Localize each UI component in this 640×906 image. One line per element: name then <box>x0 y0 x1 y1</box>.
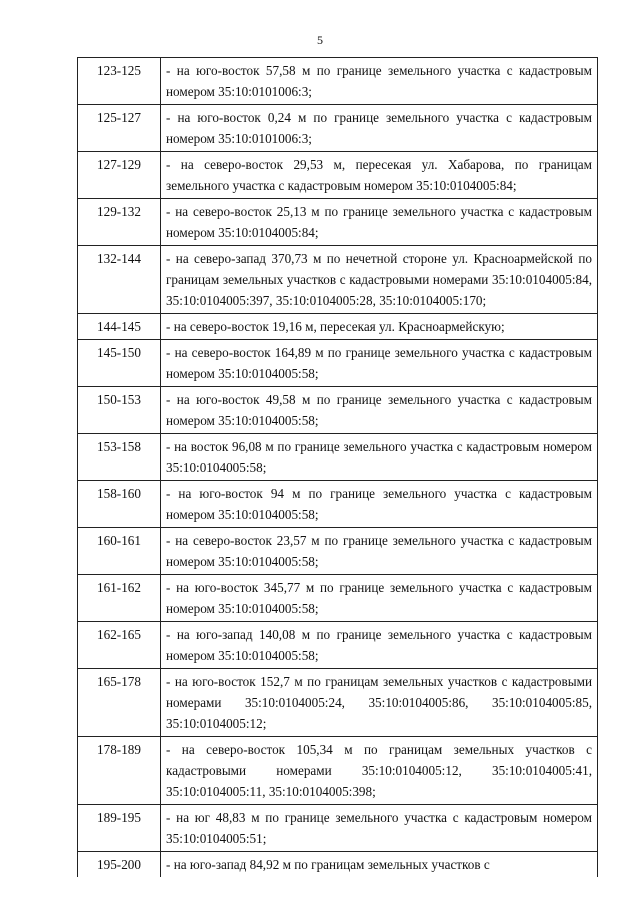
segment-cell: 161-162 <box>78 575 161 622</box>
segment-cell: 195-200 <box>78 852 161 878</box>
table-row <box>78 852 598 878</box>
table-row <box>78 105 598 152</box>
description-cell: - на северо-восток 19,16 м, пересекая ул. Красноармейскую; <box>161 314 598 340</box>
description-cell: - на юго-восток 94 м по границе земельного участка с кадастровым номером 35:10:0104005:58; <box>161 481 598 528</box>
segment-cell: 125-127 <box>78 105 161 152</box>
segment-cell: 153-158 <box>78 434 161 481</box>
description-cell: - на юго-восток 0,24 м по границе земельного участка с кадастровым номером 35:10:0101006:3; <box>161 105 598 152</box>
segment-cell: 145-150 <box>78 340 161 387</box>
description-cell: - на северо-восток 164,89 м по границе земельного участка с кадастровым номером 35:10:0104005:58; <box>161 340 598 387</box>
description-cell: - на северо-восток 25,13 м по границе земельного участка с кадастровым номером 35:10:0104005:84; <box>161 199 598 246</box>
boundary-description-table <box>77 57 598 877</box>
segment-cell: 165-178 <box>78 669 161 737</box>
description-cell: - на северо-восток 23,57 м по границе земельного участка с кадастровым номером 35:10:0104005:58; <box>161 528 598 575</box>
segment-cell: 127-129 <box>78 152 161 199</box>
table-row <box>78 314 598 340</box>
description-cell: - на северо-восток 105,34 м по границам земельных участков с кадастровыми номерами 35:10:0104005:12, 35:10:0104005:41, 35:10:0104005:11, 35:10:0104005:398; <box>161 737 598 805</box>
segment-cell: 178-189 <box>78 737 161 805</box>
segment-cell: 189-195 <box>78 805 161 852</box>
description-cell: - на юго-восток 49,58 м по границе земельного участка с кадастровым номером 35:10:0104005:58; <box>161 387 598 434</box>
description-cell: - на юго-восток 57,58 м по границе земельного участка с кадастровым номером 35:10:0101006:3; <box>161 58 598 105</box>
segment-cell: 162-165 <box>78 622 161 669</box>
description-cell: - на северо-запад 370,73 м по нечетной стороне ул. Красноармейской по границам земельных участков с кадастровыми номерами 35:10:0104005:84, 35:10:0104005:397, 35:10:0104005:28, 35:10:0104005:170; <box>161 246 598 314</box>
segment-cell: 132-144 <box>78 246 161 314</box>
table-row <box>78 387 598 434</box>
description-cell: - на юго-запад 140,08 м по границе земельного участка с кадастровым номером 35:10:0104005:58; <box>161 622 598 669</box>
table-row <box>78 737 598 805</box>
table-row <box>78 805 598 852</box>
table-row <box>78 434 598 481</box>
segment-cell: 144-145 <box>78 314 161 340</box>
description-cell: - на северо-восток 29,53 м, пересекая ул. Хабарова, по границам земельного участка с кадастровым номером 35:10:0104005:84; <box>161 152 598 199</box>
table-row <box>78 152 598 199</box>
table-row <box>78 575 598 622</box>
table-row <box>78 246 598 314</box>
description-cell: - на юго-восток 345,77 м по границе земельного участка с кадастровым номером 35:10:0104005:58; <box>161 575 598 622</box>
table-row <box>78 481 598 528</box>
description-cell: - на юго-восток 152,7 м по границам земельных участков с кадастровыми номерами 35:10:0104005:24, 35:10:0104005:86, 35:10:0104005:85, 35:10:0104005:12; <box>161 669 598 737</box>
table-row <box>78 340 598 387</box>
page-number: 5 <box>317 33 323 47</box>
table-row <box>78 58 598 105</box>
description-cell: - на юго-запад 84,92 м по границам земельных участков с <box>161 852 598 878</box>
table-row <box>78 199 598 246</box>
segment-cell: 158-160 <box>78 481 161 528</box>
segment-cell: 129-132 <box>78 199 161 246</box>
segment-cell: 123-125 <box>78 58 161 105</box>
segment-cell: 160-161 <box>78 528 161 575</box>
table-row <box>78 528 598 575</box>
description-cell: - на юг 48,83 м по границе земельного участка с кадастровым номером 35:10:0104005:51; <box>161 805 598 852</box>
segment-cell: 150-153 <box>78 387 161 434</box>
table-row <box>78 622 598 669</box>
table-row <box>78 669 598 737</box>
description-cell: - на восток 96,08 м по границе земельного участка с кадастровым номером 35:10:0104005:58; <box>161 434 598 481</box>
